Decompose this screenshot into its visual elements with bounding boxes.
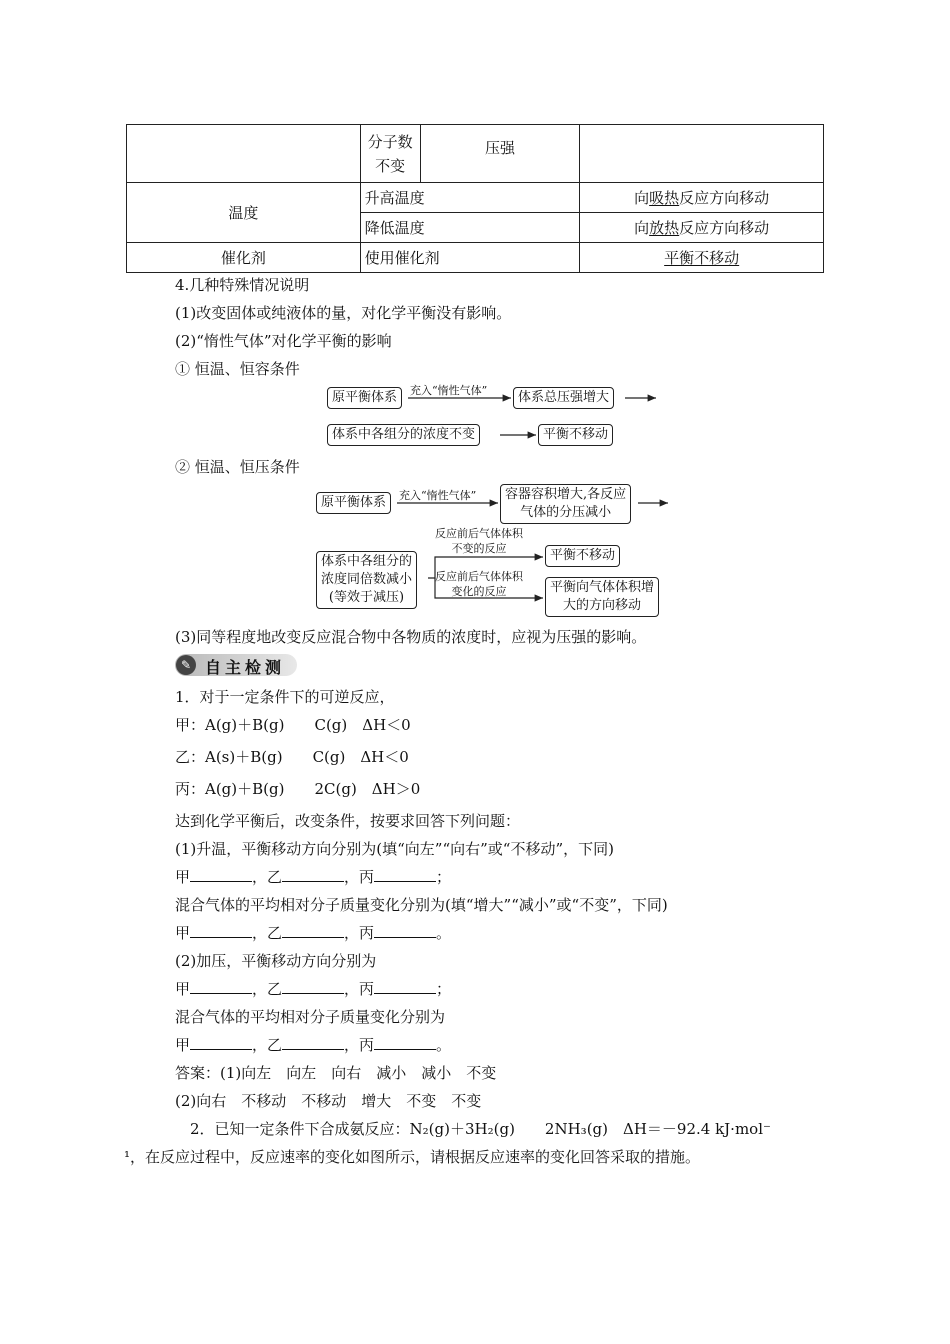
box-line: 体系中各组分的 <box>321 554 413 569</box>
reaction-bing: 丙：A(g)＋B(g) 2C(g) ΔH＞0 <box>175 780 421 798</box>
cell-text: 向 <box>634 189 650 207</box>
sub-question: (1)升温，平衡移动方向分别为(填“向左”“向右”或“不移动”，下同) <box>175 840 614 858</box>
pencil-icon: ✎ <box>176 655 196 675</box>
underlined-answer: 平衡不移动 <box>664 249 740 267</box>
answer: (2)向右 不移动 不移动 增大 不变 不变 <box>175 1092 482 1110</box>
answer-blank <box>282 1035 344 1050</box>
answer-blanks <box>175 978 451 999</box>
box-line: (等效于减压) <box>328 590 405 605</box>
blank-label: ，乙 <box>252 1036 283 1054</box>
punct: 。 <box>436 1036 452 1054</box>
answer: 答案：(1)向左 向左 向右 减小 减小 不变 <box>175 1064 497 1082</box>
case-heading: ② 恒温、恒压条件 <box>175 458 300 476</box>
flow-box: 原平衡体系 <box>316 492 391 514</box>
question-stem: 1．对于一定条件下的可逆反应， <box>175 688 395 706</box>
blank-label: 甲 <box>175 924 191 942</box>
answer-blank <box>190 1035 252 1050</box>
underlined-answer: 吸热 <box>649 189 680 207</box>
label-line: 反应前后气体体积 <box>435 527 523 540</box>
answer-blanks <box>175 1034 451 1055</box>
answer-blank <box>374 923 436 938</box>
answer-blank <box>190 979 252 994</box>
reaction-yi: 乙：A(s)＋B(g) C(g) ΔH＜0 <box>175 748 409 766</box>
underlined-answer: 放热 <box>649 219 680 237</box>
paragraph: 达到化学平衡后，改变条件，按要求回答下列问题： <box>175 812 521 830</box>
table-cell: 分子数不变 <box>360 125 420 183</box>
answer-blanks <box>175 922 451 943</box>
answer-blank <box>190 867 252 882</box>
blank-label: ，丙 <box>344 980 375 998</box>
table-cell: 使用催化剂 <box>360 243 580 273</box>
blank-label: 甲 <box>175 980 191 998</box>
case-heading: ① 恒温、恒容条件 <box>175 360 300 378</box>
answer-blanks <box>175 866 451 887</box>
blank-label: 甲 <box>175 868 191 886</box>
reaction-jia: 甲：A(g)＋B(g) C(g) ΔH＜0 <box>175 716 411 734</box>
box-line: 容器容积增大,各反应 <box>505 487 627 502</box>
sub-question: (2)加压，平衡移动方向分别为 <box>175 952 377 970</box>
blank-label: ，乙 <box>252 868 283 886</box>
arrow-line <box>428 557 543 578</box>
flow-box: 体系中各组分的浓度不变 <box>327 424 480 446</box>
paragraph: (3)同等程度地改变反应混合物中各物质的浓度时，应视为压强的影响。 <box>175 628 647 646</box>
answer-blank <box>374 979 436 994</box>
section-title: 4.几种特殊情况说明 <box>175 276 310 294</box>
arrow-label: 充入“惰性气体” <box>410 384 488 397</box>
section-banner-title: 自主检测 <box>205 658 286 677</box>
flow-box: 原平衡体系 <box>327 387 402 409</box>
flow-box: 平衡不移动 <box>545 545 620 567</box>
question-stem: 2．已知一定条件下合成氨反应：N₂(g)＋3H₂(g) 2NH₃(g) ΔH＝－92.4 kJ·mol⁻ <box>190 1120 771 1138</box>
punct: ； <box>436 980 452 998</box>
question-stem: ¹，在反应过程中，反应速率的变化如图所示，请根据反应速率的变化回答采取的措施。 <box>124 1148 701 1166</box>
box-line: 大的方向移动 <box>563 598 642 613</box>
answer-blank <box>282 979 344 994</box>
label-line: 不变的反应 <box>451 542 507 555</box>
table-cell: 压强 <box>420 125 580 183</box>
box-line: 浓度同倍数减小 <box>321 572 413 587</box>
table-cell: 催化剂 <box>127 243 361 273</box>
sub-question: 混合气体的平均相对分子质量变化分别为 <box>175 1008 446 1026</box>
answer-blank <box>282 867 344 882</box>
label-line: 变化的反应 <box>451 585 507 598</box>
table-cell: 降低温度 <box>360 213 580 243</box>
sub-question: 混合气体的平均相对分子质量变化分别为(填“增大”“减小”或“不变”，下同) <box>175 896 668 914</box>
paragraph: (1)改变固体或纯液体的量，对化学平衡没有影响。 <box>175 304 512 322</box>
answer-blank <box>190 923 252 938</box>
answer-blank <box>282 923 344 938</box>
cell-text: 反应方向移动 <box>679 189 770 207</box>
cell-text: 向 <box>634 219 650 237</box>
table-cell: 温度 <box>127 183 361 243</box>
paragraph: (2)“惰性气体”对化学平衡的影响 <box>175 332 392 350</box>
blank-label: ，乙 <box>252 924 283 942</box>
label-line: 反应前后气体体积 <box>435 570 523 583</box>
blank-label: ，丙 <box>344 868 375 886</box>
flow-box: 体系总压强增大 <box>513 387 614 409</box>
blank-label: ，乙 <box>252 980 283 998</box>
blank-label: ，丙 <box>344 1036 375 1054</box>
answer-blank <box>374 867 436 882</box>
arrow-line <box>435 578 543 598</box>
box-line: 平衡向气体体积增 <box>550 580 655 595</box>
table-cell: 升高温度 <box>360 183 580 213</box>
punct: 。 <box>436 924 452 942</box>
punct: ； <box>436 868 452 886</box>
cell-text: 反应方向移动 <box>679 219 770 237</box>
arrow-label: 充入“惰性气体” <box>399 489 477 502</box>
answer-blank <box>374 1035 436 1050</box>
blank-label: 甲 <box>175 1036 191 1054</box>
blank-label: ，丙 <box>344 924 375 942</box>
flow-box: 平衡不移动 <box>538 424 613 446</box>
box-line: 气体的分压减小 <box>520 505 612 520</box>
